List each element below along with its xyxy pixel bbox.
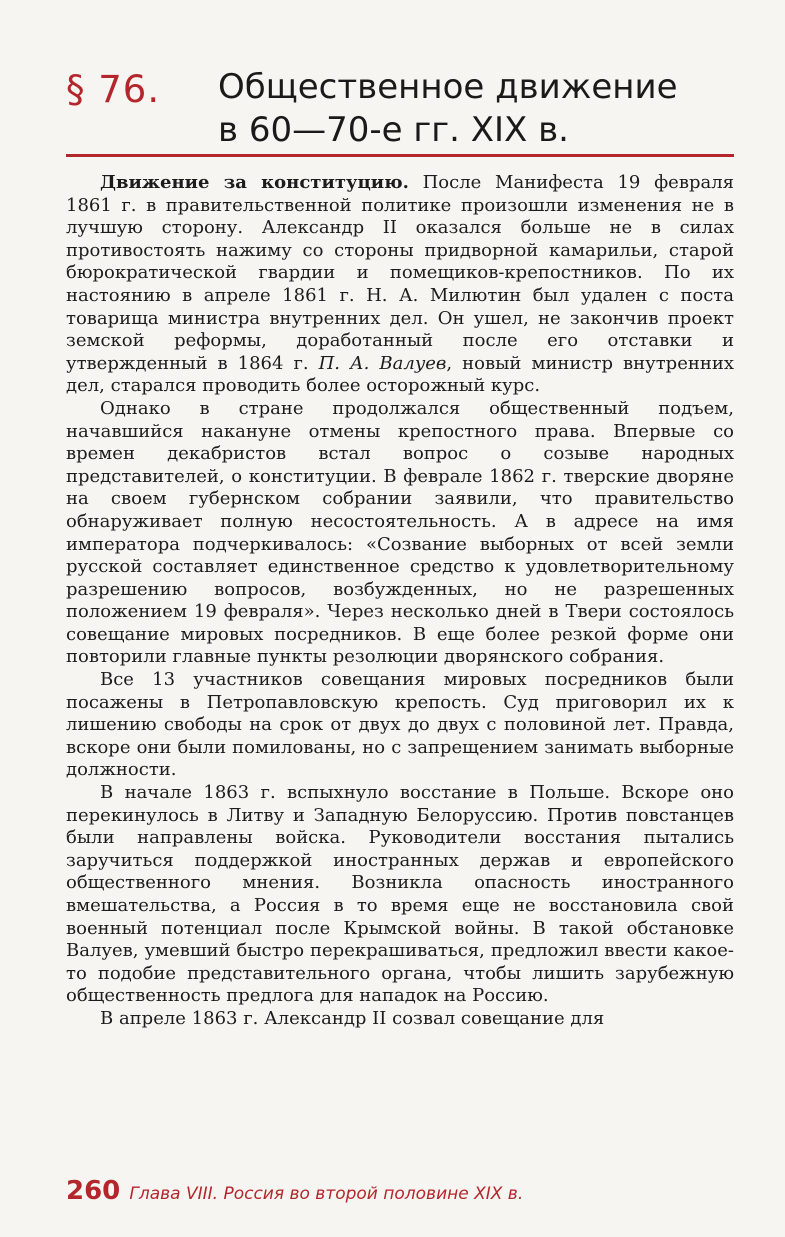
section-number: § 76. [66, 68, 161, 111]
person-name: П. А. Валуев [318, 352, 447, 374]
body-text [66, 172, 734, 1031]
page-title [218, 66, 678, 152]
page-number: 260 [66, 1176, 121, 1206]
paragraph-3: Все 13 участников совещания мировых посредников были посажены в Петропавловскую крепость. Суд приговорил их к лишению свободы на срок от двух до двух с половиной лет. Правда, вскоре они были помилованы, но с запрещением занимать выборные должности. [66, 669, 734, 781]
paragraph-heading: Движение за конституцию. [100, 172, 409, 193]
chapter-title: Глава VIII. Россия во второй половине XIX в. [129, 1184, 524, 1204]
paragraph-1-text-a: После Манифеста 19 февраля 1861 г. в правительственной политике произошли изменения не в лучшую сторону. Александр II оказался больше не в силах противостоять нажиму со стороны придворной камарильи, старой бюрократической гвардии и помещиков-крепостников. По их настоянию в апреле 1861 г. Н. А. Милютин был удален с поста товарища министра внутренних дел. Он ушел, не закончив проект земской реформы, доработанный после его отставки и утвержденный в 1864 г. [66, 172, 734, 374]
paragraph-4: В начале 1863 г. вспыхнуло восстание в Польше. Вскоре оно перекинулось в Литву и Западную Белоруссию. Против повстанцев были направлены войска. Руководители восстания пытались заручиться поддержкой иностранных держав и европейского общественного мнения. Возникла опасность иностранного вмешательства, а Россия в то время еще не восстановила свой военный потенциал после Крымской войны. В такой обстановке Валуев, умевший быстро перекрашиваться, предложил ввести какое-то подобие представительного органа, чтобы лишить зарубежную общественность предлога для нападок на Россию. [66, 782, 734, 1007]
paragraph-1 [66, 172, 734, 398]
paragraph-1-text-b: , новый министр внутренних дел, старался проводить более осторожный курс. [66, 352, 734, 397]
paragraph-2: Однако в стране продолжался общественный подъем, начавшийся накануне отмены крепостного права. Впервые со времен декабристов встал вопрос о созыве народных представителей, о конституции. В феврале 1862 г. тверские дворяне на своем губернском собрании заявили, что правительство обнаруживает полную несостоятельность. А в адресе на имя императора подчеркивалось: «Созвание выборных от всей земли русской составляет единственное средство к удовлетворительному разрешению вопросов, возбужденных, но не разрешенных положением 19 февраля». Через несколько дней в Твери состоялось совещание мировых посредников. В еще более резкой форме они повторили главные пункты резолюции дворянского собрания. [66, 397, 734, 668]
title-divider [66, 154, 734, 157]
title-line-1: Общественное движение [218, 67, 678, 107]
paragraph-5: В апреле 1863 г. Александр II созвал совещание для [100, 1007, 605, 1029]
title-line-2: в 60—70-е гг. XIX в. [218, 110, 569, 150]
page-footer [66, 1176, 523, 1206]
